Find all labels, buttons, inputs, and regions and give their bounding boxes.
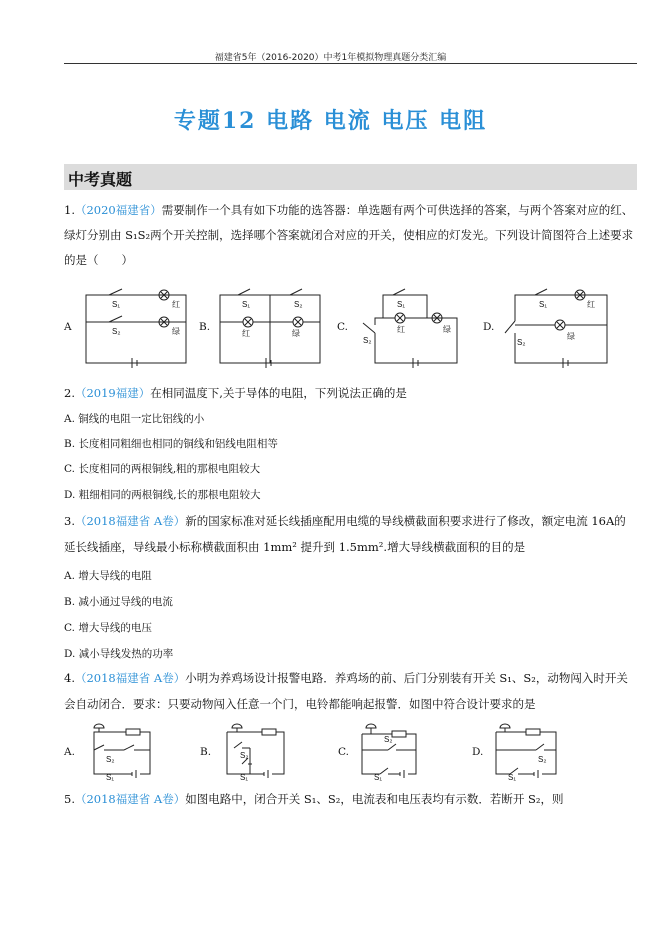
q4-text1: 小明为养鸡场设计报警电路．养鸡场的前、后门分别装有开关 S₁、S₂，动物闯入时开关 [185, 671, 628, 685]
switch-s1 [109, 289, 122, 295]
q2-text: 在相同温度下,关于导体的电阻，下列说法正确的是 [150, 386, 407, 400]
svg-text:绿: 绿 [172, 327, 180, 336]
q1-circuit-c [355, 285, 465, 370]
q1-number: 1. [64, 203, 75, 217]
q1-text1: 需要制作一个具有如下功能的选答器：单选题有两个可供选择的答案，与两个答案对应的红、 [161, 203, 634, 217]
q4-circuit-a [86, 720, 166, 780]
svg-text:S₁: S₁ [397, 300, 406, 309]
bell-icon [94, 724, 104, 728]
q5-stem [64, 792, 564, 806]
q1-option-c: C. [337, 321, 348, 333]
q1-line1 [64, 203, 633, 217]
q4-option-c: C. [338, 746, 349, 758]
switch-s2 [109, 316, 122, 322]
q4-line2: 会自动闭合．要求：只要动物闯入任意一个门，电铃都能响起报警．如图中符合设计要求的是 [64, 697, 536, 711]
q1-circuit-d [505, 285, 615, 370]
q5-text: 如图电路中，闭合开关 S₁、S₂，电流表和电压表均有示数．若断开 S₂，则 [185, 792, 564, 806]
svg-text:S₁: S₁ [106, 773, 115, 782]
q3-option-d: D. 减小导线发热的功率 [64, 648, 174, 660]
q4-source: （2018福建省 A卷） [74, 671, 186, 685]
svg-text:红: 红 [587, 300, 595, 309]
q2-option-c: C. 长度相同的两根铜线,粗的那根电阻较大 [64, 463, 261, 475]
q1-option-b: B. [199, 321, 211, 333]
header-rule [64, 63, 637, 64]
q2-source: （2019福建） [74, 386, 151, 400]
bell-icon [366, 724, 376, 728]
svg-text:S₂: S₂ [517, 338, 526, 347]
svg-text:红: 红 [242, 329, 250, 338]
q2-option-a: A. 铜线的电阻一定比铝线的小 [64, 413, 205, 425]
svg-text:红: 红 [397, 325, 405, 334]
q3-source: （2018福建省 A卷） [74, 514, 186, 528]
q2-number: 2. [64, 386, 75, 400]
svg-text:绿: 绿 [292, 329, 300, 338]
q3-line1 [64, 514, 626, 528]
svg-text:S₁: S₁ [242, 300, 251, 309]
q4-option-a: A. [64, 746, 75, 758]
section-label: 中考真题 [68, 170, 133, 189]
svg-text:绿: 绿 [443, 325, 451, 334]
bell-icon [500, 724, 510, 728]
q1-line2: 绿灯分别由 S₁S₂两个开关控制，选择哪个答案就闭合对应的开关，使相应的灯发光。下列设计简图符合上述要求 [64, 228, 634, 242]
q1-circuit-a [84, 285, 194, 370]
page-title: 专题12 电路 电流 电压 电阻 [173, 108, 488, 134]
svg-text:绿: 绿 [567, 332, 575, 341]
svg-text:S₁: S₁ [539, 300, 548, 309]
q2-stem [64, 386, 407, 400]
q4-option-d: D. [472, 746, 484, 758]
q4-circuit-c [358, 720, 438, 780]
svg-text:S₁: S₁ [374, 773, 383, 782]
svg-text:S₂: S₂ [240, 751, 249, 760]
svg-text:S₂: S₂ [538, 755, 547, 764]
q3-option-a: A. 增大导线的电阻 [64, 570, 152, 582]
svg-text:S₂: S₂ [363, 336, 372, 345]
svg-text:红: 红 [172, 300, 180, 309]
q1-option-d: D. [483, 321, 495, 333]
section-heading [64, 164, 637, 190]
q3-option-b: B. 减小通过导线的电流 [64, 596, 173, 608]
svg-text:S₂: S₂ [294, 300, 303, 309]
bell-icon [232, 724, 242, 728]
q5-source: （2018福建省 A卷） [74, 792, 186, 806]
q4-circuit-b [222, 720, 302, 780]
q4-number: 4. [64, 671, 75, 685]
svg-text:S₂: S₂ [106, 755, 115, 764]
q3-text1: 新的国家标准对延长线插座配用电缆的导线横截面积要求进行了修改，额定电流 16A的 [185, 514, 626, 528]
q5-number: 5. [64, 792, 75, 806]
svg-text:S₂: S₂ [112, 327, 121, 336]
q3-number: 3. [64, 514, 75, 528]
q1-circuit-b [218, 285, 328, 370]
svg-text:S₁: S₁ [240, 773, 249, 782]
svg-text:S₂: S₂ [384, 735, 393, 744]
q2-option-d: D. 粗细相同的两根铜线,长的那根电阻较大 [64, 489, 261, 501]
q1-line3: 的是（ ） [64, 253, 133, 267]
q4-option-b: B. [200, 746, 212, 758]
q3-option-c: C. 增大导线的电压 [64, 622, 152, 634]
svg-text:S₁: S₁ [508, 773, 517, 782]
q4-line1 [64, 671, 628, 685]
svg-text:S₁: S₁ [112, 300, 121, 309]
q1-source: （2020福建省） [74, 203, 162, 217]
q2-option-b: B. 长度相同粗细也相同的铜线和铝线电阻相等 [64, 438, 278, 450]
q4-circuit-d [492, 720, 572, 780]
page-header: 福建省5年（2016-2020）中考1年模拟物理真题分类汇编 [214, 53, 447, 63]
q3-line2: 延长线插座，导线最小标称横截面积由 1mm² 提升到 1.5mm².增大导线横截面积的目的是 [64, 540, 526, 554]
q1-option-a: A [64, 321, 72, 333]
